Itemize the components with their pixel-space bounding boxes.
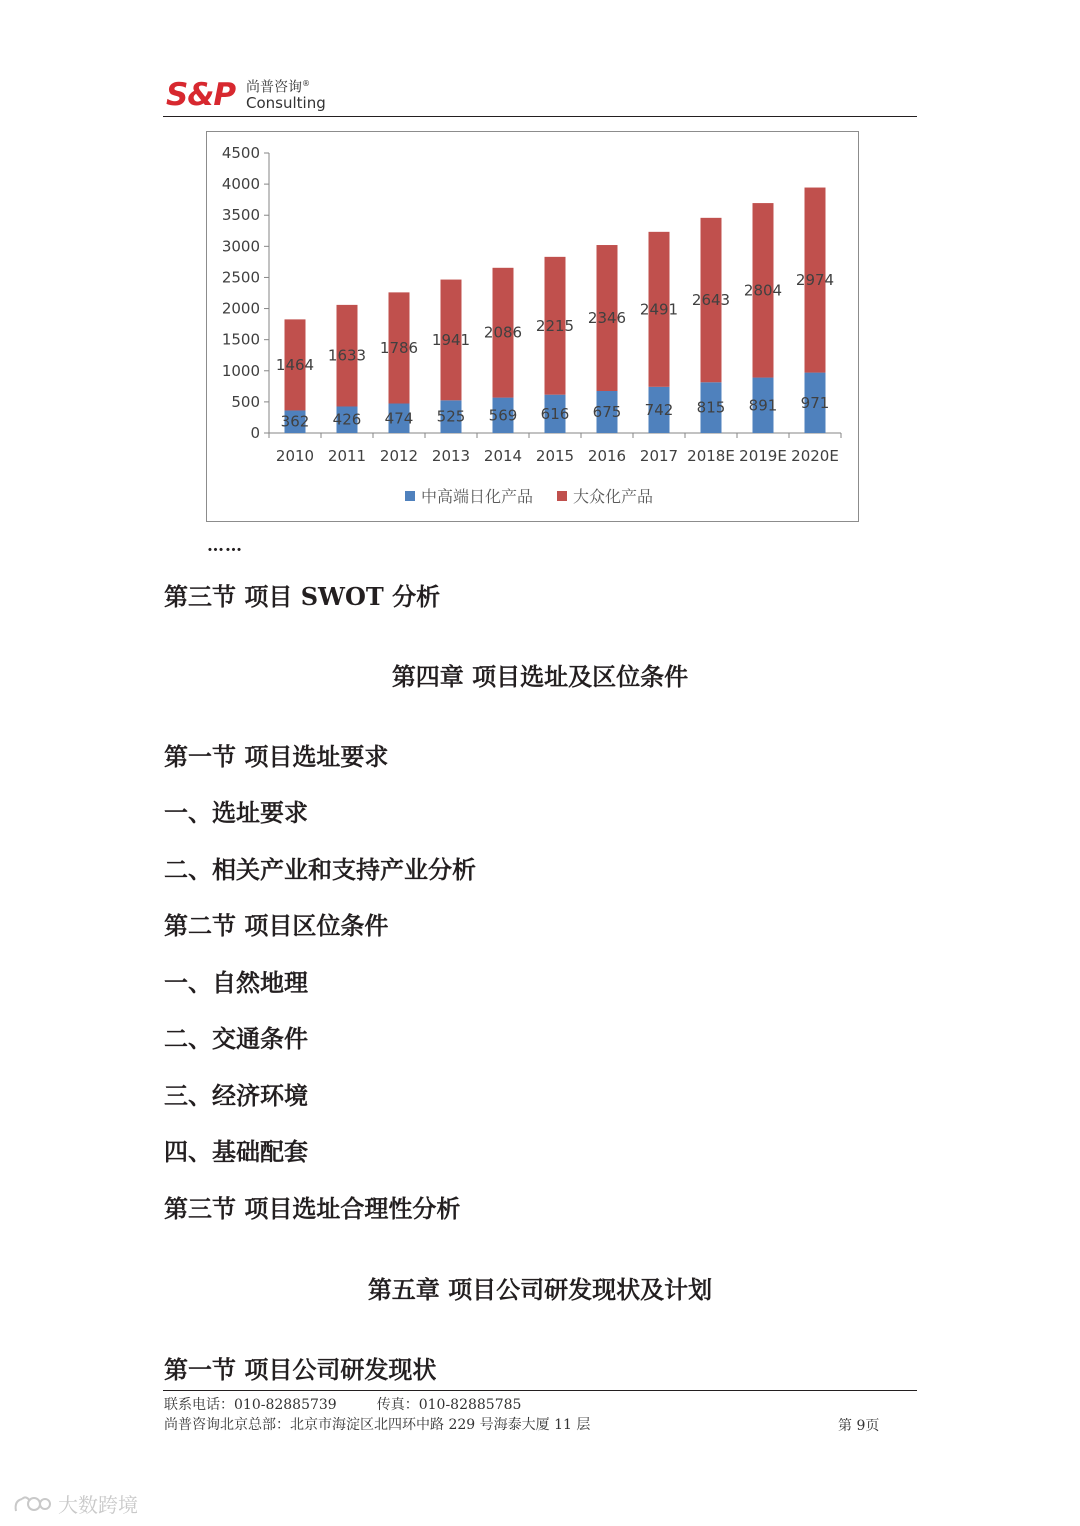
section-site-rationality: 第三节 项目选址合理性分析 — [164, 1194, 461, 1223]
legend-label-mass: 大众化产品 — [573, 487, 654, 506]
item-traffic: 二、交通条件 — [164, 1024, 308, 1053]
data-label-mass: 2491 — [639, 300, 679, 319]
data-label-mass: 1633 — [327, 346, 367, 365]
data-label-mass: 2643 — [691, 291, 731, 310]
chart-svg — [207, 132, 858, 521]
item-economy: 三、经济环境 — [164, 1081, 308, 1110]
data-label-mass: 2215 — [535, 316, 575, 335]
data-label-mass: 1464 — [275, 355, 315, 374]
section-rd-status: 第一节 项目公司研发现状 — [164, 1355, 437, 1384]
footer-rule — [163, 1390, 917, 1391]
x-category-label: 2011 — [327, 447, 367, 465]
registered-mark: ® — [302, 79, 310, 88]
y-tick-label: 1500 — [221, 330, 260, 349]
section-location-conditions: 第二节 项目区位条件 — [164, 911, 389, 940]
y-tick-label: 0 — [250, 424, 260, 442]
data-label-premium: 525 — [436, 407, 466, 426]
chapter-4-title: 第四章 项目选址及区位条件 — [391, 662, 689, 691]
y-tick-label: 2500 — [221, 268, 260, 287]
data-label-premium: 616 — [540, 404, 570, 423]
y-tick-label: 2000 — [221, 299, 260, 318]
x-category-label: 2015 — [535, 447, 575, 465]
x-category-label: 2020E — [791, 447, 839, 465]
y-tick-label: 500 — [231, 392, 260, 411]
logo-english-name: Consulting — [246, 94, 326, 112]
section-swot: 第三节 项目 SWOT 分析 — [164, 582, 441, 611]
ellipsis: …… — [207, 536, 243, 556]
x-category-label: 2019E — [739, 447, 787, 465]
data-label-mass: 1941 — [431, 330, 471, 349]
item-natural-geography: 一、自然地理 — [164, 968, 308, 997]
section-site-requirements: 第一节 项目选址要求 — [164, 742, 389, 771]
data-label-premium: 474 — [384, 409, 414, 428]
data-label-premium: 426 — [332, 410, 362, 429]
y-tick-label: 3500 — [221, 206, 260, 225]
x-category-label: 2010 — [275, 447, 315, 465]
data-label-premium: 815 — [696, 398, 726, 417]
watermark-text: 大数跨境 — [58, 1493, 138, 1517]
legend-swatch-mass — [557, 491, 567, 501]
item-related-industry: 二、相关产业和支持产业分析 — [164, 855, 476, 884]
data-label-premium: 891 — [748, 396, 778, 415]
data-label-premium: 742 — [644, 400, 674, 419]
x-category-label: 2016 — [587, 447, 627, 465]
x-category-label: 2013 — [431, 447, 471, 465]
y-tick-label: 3000 — [221, 237, 260, 256]
data-label-mass: 1786 — [379, 338, 419, 357]
legend-swatch-premium — [405, 491, 415, 501]
data-label-premium: 569 — [488, 406, 518, 425]
page-number: 第 9页 — [838, 1418, 880, 1434]
y-tick-label: 4500 — [221, 144, 260, 162]
item-site-requirements: 一、选址要求 — [164, 798, 308, 827]
logo-mark: S&P — [166, 77, 236, 113]
stacked-bar-chart — [206, 131, 859, 522]
data-label-mass: 2346 — [587, 309, 627, 328]
data-label-premium: 675 — [592, 403, 622, 421]
logo-chinese-name: 尚普咨询® — [246, 79, 310, 96]
watermark — [12, 1489, 138, 1518]
data-label-mass: 2086 — [483, 323, 523, 342]
x-category-label: 2014 — [483, 447, 523, 465]
legend-label-premium: 中高端日化产品 — [421, 487, 534, 506]
data-label-premium: 362 — [280, 412, 310, 431]
footer-phone: 联系电话：010-82885739 — [164, 1397, 337, 1413]
footer-fax: 传真：010-82885785 — [376, 1397, 522, 1413]
item-infrastructure: 四、基础配套 — [164, 1137, 308, 1166]
chapter-5-title: 第五章 项目公司研发现状及计划 — [367, 1275, 713, 1304]
data-label-mass: 2974 — [795, 271, 835, 290]
x-category-label: 2018E — [687, 447, 735, 465]
watermark-logo-icon — [12, 1491, 52, 1517]
x-category-label: 2012 — [379, 447, 419, 465]
y-tick-label: 4000 — [221, 175, 260, 194]
data-label-premium: 971 — [800, 393, 830, 412]
header-rule — [163, 116, 917, 117]
x-category-label: 2017 — [639, 447, 679, 465]
footer-address: 尚普咨询北京总部：北京市海淀区北四环中路 229 号海泰大厦 11 层 — [164, 1417, 591, 1433]
data-label-mass: 2804 — [743, 281, 783, 300]
y-tick-label: 1000 — [221, 361, 260, 380]
footer-contact — [164, 1396, 521, 1414]
